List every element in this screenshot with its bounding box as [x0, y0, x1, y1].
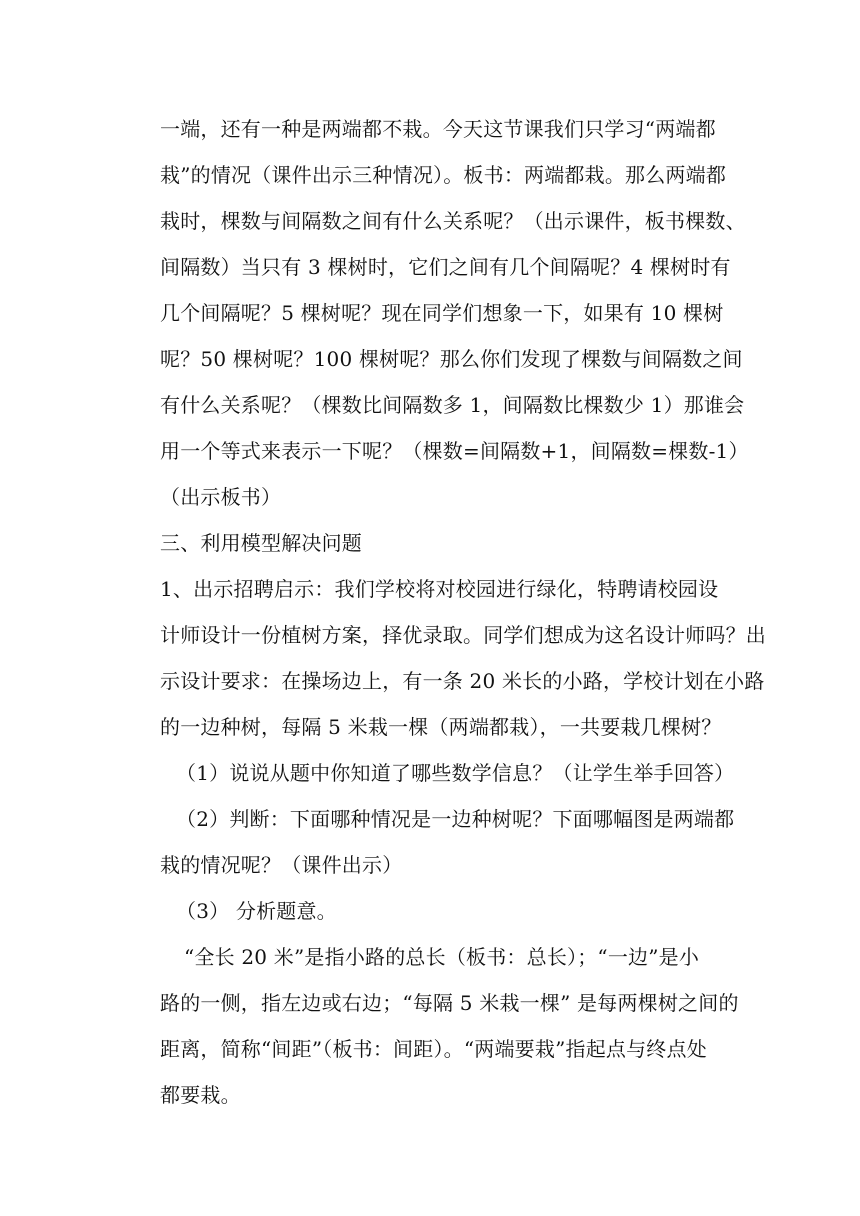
- paragraph-line: 用一个等式来表示一下呢？（棵数=间隔数+1，间隔数=棵数-1）: [160, 439, 749, 463]
- question-line: （3） 分析题意。: [176, 899, 337, 923]
- section-heading: 三、利用模型解决问题: [160, 531, 362, 555]
- paragraph-line: 1、出示招聘启示：我们学校将对校园进行绿化，特聘请校园设: [160, 577, 719, 601]
- paragraph-line: 有什么关系呢？（棵数比间隔数多 1，间隔数比棵数少 1）那谁会: [160, 393, 745, 417]
- paragraph-line: 都要栽。: [160, 1083, 241, 1107]
- paragraph-line: 栽时，棵数与间隔数之间有什么关系呢？（出示课件，板书棵数、: [160, 209, 746, 233]
- paragraph-line: 呢？50 棵树呢？100 棵树呢？那么你们发现了棵数与间隔数之间: [160, 347, 743, 371]
- paragraph-line: 距离，简称“间距”（板书：间距）。“两端要栽”指起点与终点处: [160, 1037, 707, 1061]
- paragraph-line: 几个间隔呢？5 棵树呢？现在同学们想象一下，如果有 10 棵树: [160, 301, 724, 325]
- paragraph-line: 计师设计一份植树方案，择优录取。同学们想成为这名设计师吗？出: [160, 623, 766, 647]
- paragraph-line: 示设计要求：在操场边上，有一条 20 米长的小路，学校计划在小路: [160, 669, 765, 693]
- paragraph-line: 栽的情况呢？（课件出示）: [160, 853, 403, 877]
- question-line: （2）判断：下面哪种情况是一边种树呢？下面哪幅图是两端都: [176, 807, 735, 831]
- question-line: （1）说说从题中你知道了哪些数学信息？（让学生举手回答）: [176, 761, 735, 785]
- paragraph-line: “全长 20 米”是指小路的总长（板书：总长）；“一边”是小: [184, 945, 700, 969]
- paragraph-line: 栽”的情况（课件出示三种情况）。板书：两端都栽。那么两端都: [160, 163, 727, 187]
- paragraph-line: 间隔数）当只有 3 棵树时，它们之间有几个间隔呢？4 棵树时有: [160, 255, 731, 279]
- paragraph-line: 路的一侧，指左边或右边；“每隔 5 米栽一棵” 是每两棵树之间的: [160, 991, 739, 1015]
- paragraph-line: 的一边种树，每隔 5 米栽一棵（两端都栽），一共要栽几棵树？: [160, 715, 722, 739]
- paragraph-line: 一端，还有一种是两端都不栽。今天这节课我们只学习“两端都: [160, 117, 716, 141]
- paragraph-line: （出示板书）: [160, 485, 282, 509]
